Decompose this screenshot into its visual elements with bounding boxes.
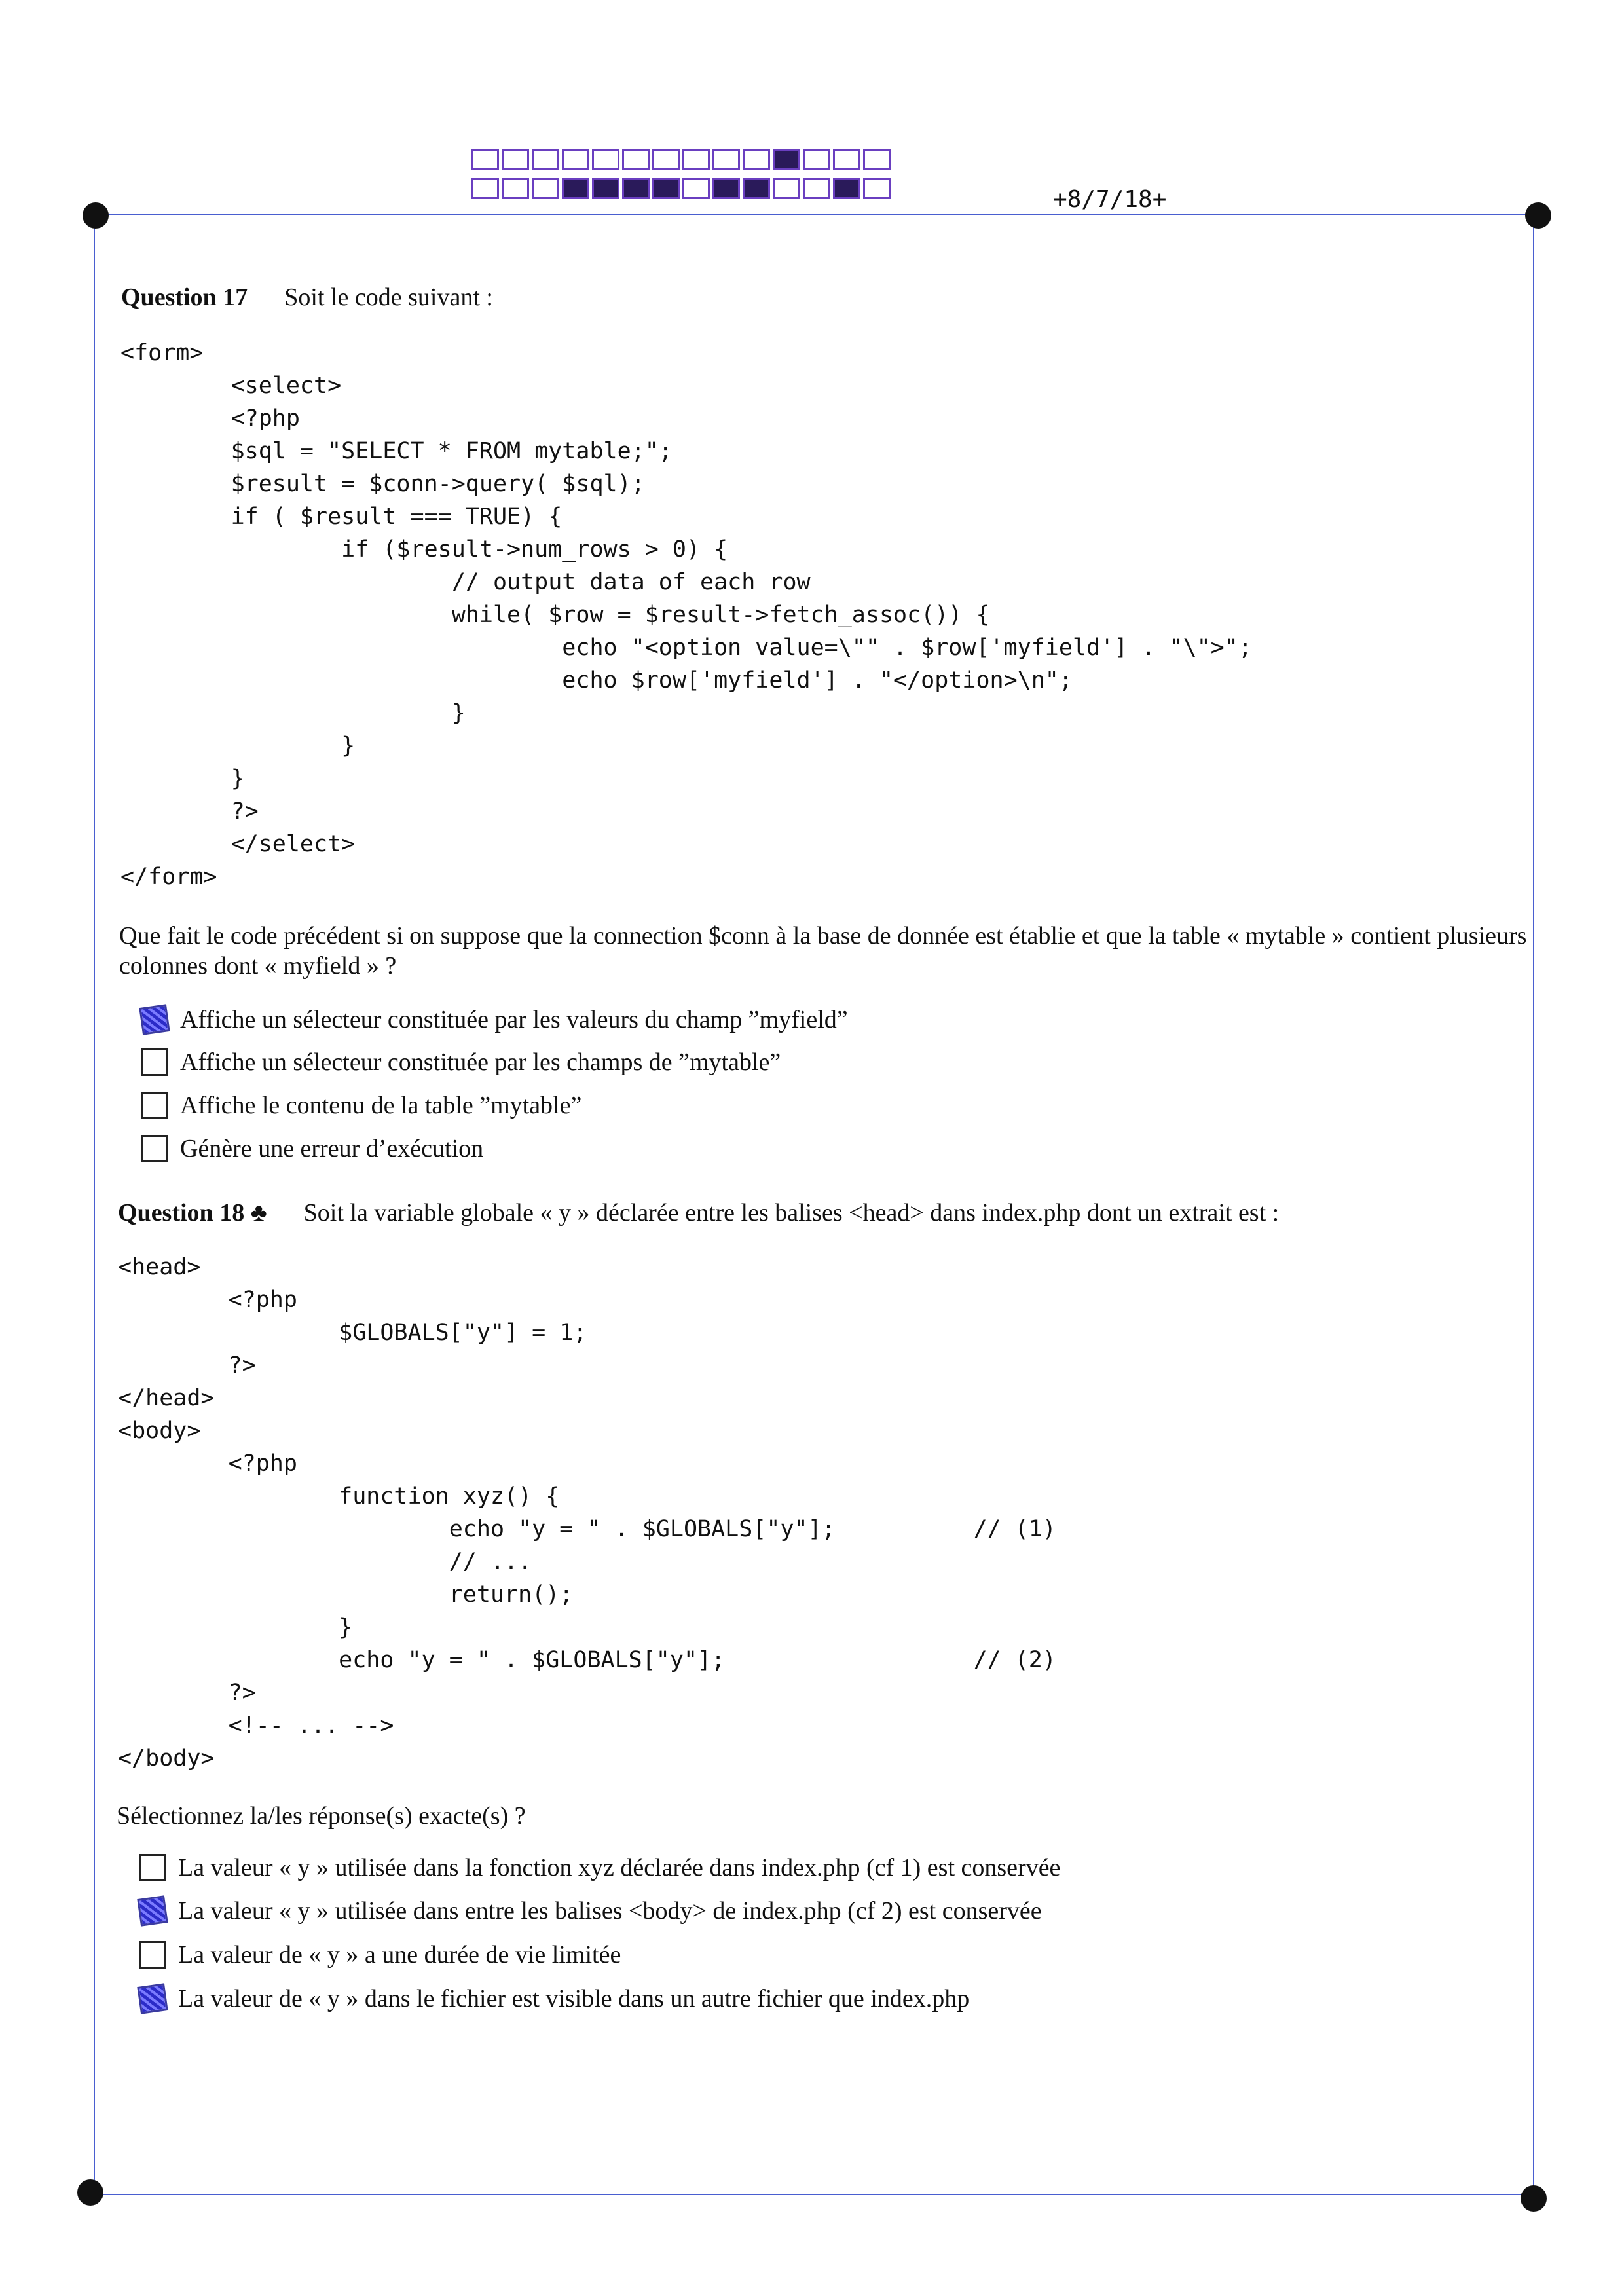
question-18-text: Sélectionnez la/les réponse(s) exacte(s) ?	[117, 1802, 526, 1830]
barcode-cell	[682, 178, 710, 199]
barcode-cell	[803, 149, 830, 170]
barcode-cell	[532, 178, 559, 199]
q17-option-4[interactable]	[141, 1134, 483, 1163]
barcode-cell	[652, 149, 680, 170]
barcode-cell	[471, 178, 499, 199]
barcode-cell	[532, 149, 559, 170]
barcode-cell	[743, 149, 770, 170]
frame-bottom-line	[94, 2194, 1534, 2195]
barcode-cell	[682, 149, 710, 170]
q18-checkbox-3[interactable]	[139, 1941, 166, 1969]
barcode-row-1	[471, 149, 891, 170]
barcode-cell	[471, 149, 499, 170]
q18-option-4-text: La valeur de « y » dans le fichier est visible dans un autre fichier que index.php	[178, 1985, 970, 2012]
corner-mark-top-left	[83, 202, 109, 229]
q17-checkbox-3[interactable]	[141, 1092, 168, 1119]
barcode-cell	[833, 178, 860, 199]
barcode-cell	[622, 149, 650, 170]
barcode-cell	[502, 178, 529, 199]
q17-option-1[interactable]	[141, 1005, 848, 1034]
frame-right-line	[1533, 214, 1534, 2194]
question-17-text: Que fait le code précédent si on suppose que la connection $conn à la base de donnée est établie et que la table « mytable » contient plusieurs colonnes dont « myfield » ?	[119, 922, 1527, 980]
q18-option-3-text: La valeur de « y » a une durée de vie limitée	[178, 1941, 621, 1969]
q17-option-3-text: Affiche le contenu de la table ”mytable”	[180, 1092, 582, 1119]
barcode-cell	[743, 178, 770, 199]
barcode-cell	[502, 149, 529, 170]
q18-checkbox-2[interactable]	[137, 1895, 168, 1926]
barcode-cell	[562, 178, 589, 199]
barcode-cell	[562, 149, 589, 170]
question-17-code: <form> <select> <?php $sql = "SELECT * FROM mytable;"; $result = $conn->query( $sql); if ( $result === TRUE) { if ($result->num_rows > 0) { // output data of each row while( $row = $result->fetch_assoc()) { echo "<option value=\"" . $row['myfield'] . "\">"; echo $row['myfield'] . "</option>\n"; } } } ?> </select> </form>	[120, 340, 1252, 890]
corner-mark-bottom-right	[1521, 2185, 1547, 2212]
barcode-cell	[803, 178, 830, 199]
question-17-title	[121, 283, 493, 312]
q18-option-1-text: La valeur « y » utilisée dans la fonction xyz déclarée dans index.php (cf 1) est conservée	[178, 1854, 1061, 1881]
question-18-prompt: Soit la variable globale « y » déclarée entre les balises <head> dans index.php dont un extrait est :	[303, 1199, 1280, 1227]
q17-checkbox-1[interactable]	[139, 1004, 170, 1035]
q18-option-3[interactable]	[139, 1940, 621, 1969]
barcode-cell	[652, 178, 680, 199]
q17-option-3[interactable]	[141, 1091, 581, 1120]
q17-option-2-text: Affiche un sélecteur constituée par les champs de ”mytable”	[180, 1048, 781, 1076]
q18-checkbox-1[interactable]	[139, 1854, 166, 1881]
barcode-row-2	[471, 178, 891, 199]
page-id: +8/7/18+	[1053, 186, 1167, 213]
question-18-label: Question 18 ♣	[118, 1199, 267, 1227]
q18-option-2[interactable]	[139, 1897, 1042, 1925]
barcode-cell	[833, 149, 860, 170]
q17-checkbox-2[interactable]	[141, 1048, 168, 1076]
question-18-title	[118, 1198, 1279, 1227]
barcode-cell	[622, 178, 650, 199]
q18-option-2-text: La valeur « y » utilisée dans entre les balises <body> de index.php (cf 2) est conservée	[178, 1897, 1042, 1925]
corner-mark-bottom-left	[77, 2179, 103, 2206]
q18-checkbox-4[interactable]	[137, 1983, 168, 2014]
q17-option-2[interactable]	[141, 1048, 781, 1077]
barcode-cell	[773, 178, 800, 199]
q17-option-1-text: Affiche un sélecteur constituée par les valeurs du champ ”myfield”	[180, 1006, 848, 1033]
barcode-cell	[592, 149, 619, 170]
q17-option-4-text: Génère une erreur d’exécution	[180, 1135, 484, 1162]
barcode-cell	[863, 178, 891, 199]
barcode-cell	[863, 149, 891, 170]
frame-left-line	[94, 214, 95, 2194]
q17-checkbox-4[interactable]	[141, 1135, 168, 1162]
q18-option-4[interactable]	[139, 1984, 969, 2013]
barcode-cell	[773, 149, 800, 170]
q18-option-1[interactable]	[139, 1853, 1060, 1882]
corner-mark-top-right	[1525, 202, 1551, 229]
barcode-cell	[592, 178, 619, 199]
barcode-cell	[712, 178, 740, 199]
question-17-prompt: Soit le code suivant :	[284, 284, 493, 311]
frame-top-line	[94, 214, 1534, 215]
question-17-label: Question 17	[121, 284, 248, 311]
barcode-cell	[712, 149, 740, 170]
question-18-code: <head> <?php $GLOBALS["y"] = 1; ?> </head> <body> <?php function xyz() { echo "y = " . $GLOBALS["y"]; // (1) // ... return(); } echo "y = " . $GLOBALS["y"]; // (2) ?> <!-- ... --> </body>	[118, 1254, 1056, 1771]
